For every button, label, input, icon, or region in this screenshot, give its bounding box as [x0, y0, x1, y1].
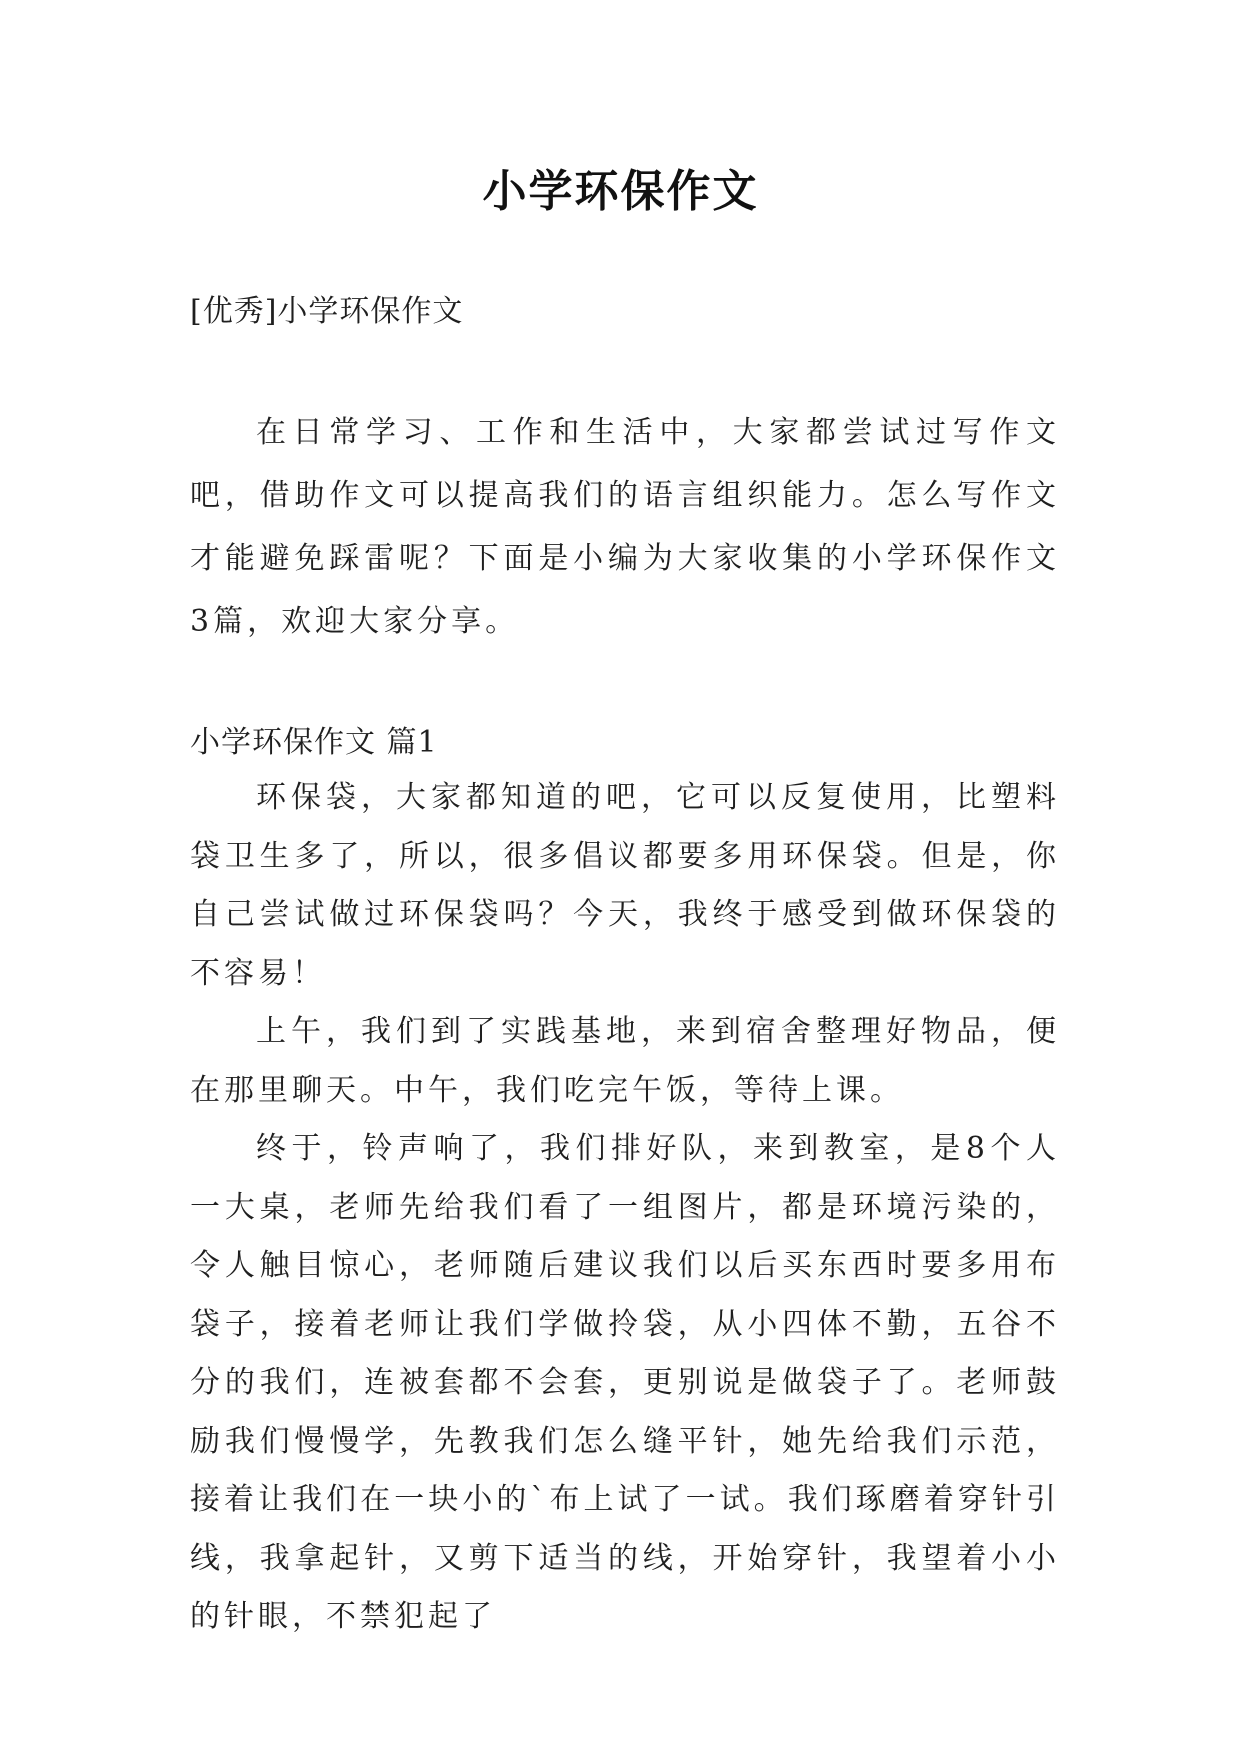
section-heading: 小学环保作文 篇1	[190, 725, 438, 760]
document-title: 小学环保作文	[482, 166, 759, 217]
document-subtitle: [优秀]小学环保作文	[190, 294, 464, 329]
document-body	[190, 290, 1060, 1647]
body-paragraph: 上午，我们到了实践基地，来到宿舍整理好物品，便在那里聊天。中午，我们吃完午饭，等待上课。	[190, 1014, 1060, 1108]
body-paragraph: 环保袋，大家都知道的吧，它可以反复使用，比塑料袋卫生多了，所以，很多倡议都要多用环保袋。但是，你自己尝试做过环保袋吗？今天，我终于感受到做环保袋的不容易！	[190, 780, 1060, 991]
body-paragraph: 终于，铃声响了，我们排好队，来到教室，是8个人一大桌，老师先给我们看了一组图片，都是环境污染的，令人触目惊心，老师随后建议我们以后买东西时要多用布袋子，接着老师让我们学做拎袋，从小四体不勤，五谷不分的我们，连被套都不会套，更别说是做袋子了。老师鼓励我们慢慢学，先教我们怎么缝平针，她先给我们示范，接着让我们在一块小的`布上试了一试。我们琢磨着穿针引线，我拿起针，又剪下适当的线，开始穿针，我望着小小的针眼，不禁犯起了	[190, 1131, 1060, 1634]
intro-paragraph: 在日常学习、工作和生活中，大家都尝试过写作文吧，借助作文可以提高我们的语言组织能力。怎么写作文才能避免踩雷呢？下面是小编为大家收集的小学环保作文3篇，欢迎大家分享。	[190, 415, 1060, 639]
